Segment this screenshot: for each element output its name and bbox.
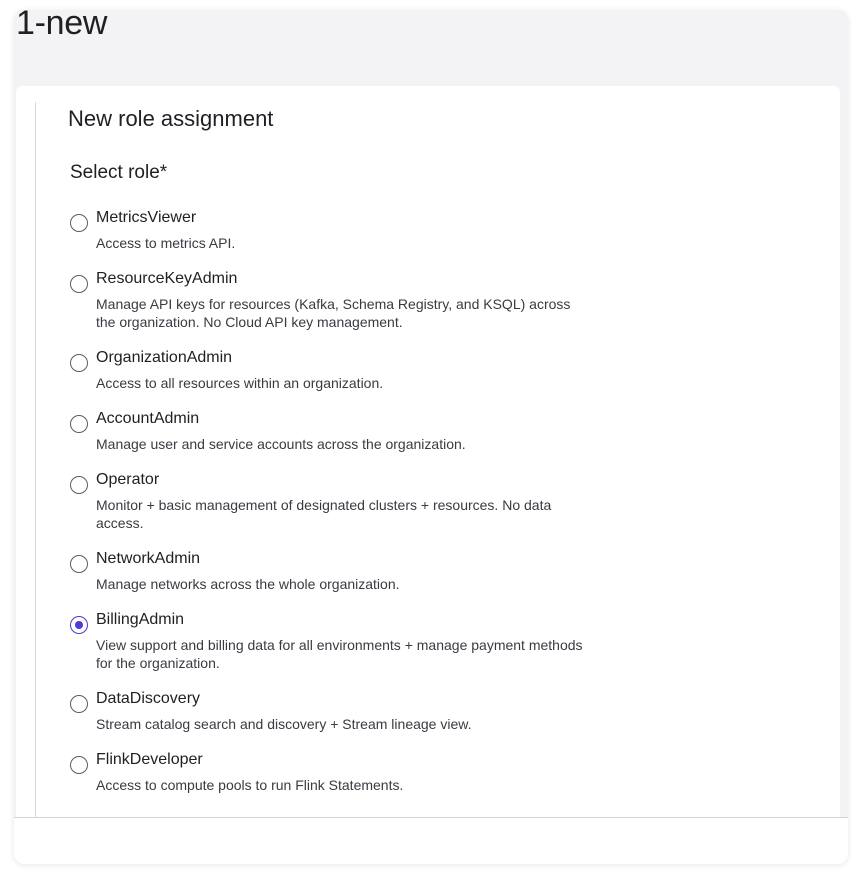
role-option-accountadmin[interactable] xyxy=(68,409,628,453)
role-name: OrganizationAdmin xyxy=(96,349,233,366)
radio-button[interactable] xyxy=(70,415,88,433)
role-description: View support and billing data for all environments + manage payment methods for the organization. xyxy=(96,637,583,671)
role-description: Manage user and service accounts across the organization. xyxy=(96,436,466,452)
role-name: MetricsViewer xyxy=(96,209,197,226)
radio-button[interactable] xyxy=(70,756,88,774)
role-name: FlinkDeveloper xyxy=(96,751,203,768)
role-option-billingadmin[interactable] xyxy=(68,610,628,672)
select-role-label: Select role* xyxy=(70,162,168,183)
role-assignment-panel xyxy=(16,86,840,818)
role-description: Access to all resources within an organization. xyxy=(96,375,384,391)
modal-frame xyxy=(14,10,848,864)
panel-title: New role assignment xyxy=(68,106,274,131)
role-description: Manage networks across the whole organization. xyxy=(96,576,400,592)
role-description: Access to metrics API. xyxy=(96,235,236,251)
role-option-datadiscovery[interactable] xyxy=(68,689,628,733)
role-description: Manage API keys for resources (Kafka, Schema Registry, and KSQL) across the organization. No Cloud API key management. xyxy=(96,296,571,330)
radio-button[interactable] xyxy=(70,275,88,293)
role-option-flinkdeveloper[interactable] xyxy=(68,750,628,794)
modal-footer xyxy=(14,817,848,864)
radio-button-checked[interactable] xyxy=(70,616,88,634)
role-name: Operator xyxy=(96,471,160,488)
role-name: AccountAdmin xyxy=(96,410,200,427)
role-option-resourcekeyadmin[interactable] xyxy=(68,269,628,331)
role-radio-group xyxy=(68,208,628,794)
role-description: Stream catalog search and discovery + Stream lineage view. xyxy=(96,716,472,732)
role-name: ResourceKeyAdmin xyxy=(96,270,238,287)
radio-button[interactable] xyxy=(70,354,88,372)
role-name: DataDiscovery xyxy=(96,690,201,707)
radio-button[interactable] xyxy=(70,476,88,494)
radio-button[interactable] xyxy=(70,214,88,232)
role-name: NetworkAdmin xyxy=(96,550,201,567)
radio-button[interactable] xyxy=(70,695,88,713)
role-option-metricsviewer[interactable] xyxy=(68,208,628,252)
role-name: BillingAdmin xyxy=(96,611,185,628)
radio-button[interactable] xyxy=(70,555,88,573)
role-description: Monitor + basic management of designated clusters + resources. No data access. xyxy=(96,497,552,531)
panel-left-rule xyxy=(35,102,36,818)
role-option-networkadmin[interactable] xyxy=(68,549,628,593)
role-description: Access to compute pools to run Flink Statements. xyxy=(96,777,404,793)
role-option-operator[interactable] xyxy=(68,470,628,532)
role-option-organizationadmin[interactable] xyxy=(68,348,628,392)
page-title: 1-new xyxy=(16,10,108,42)
